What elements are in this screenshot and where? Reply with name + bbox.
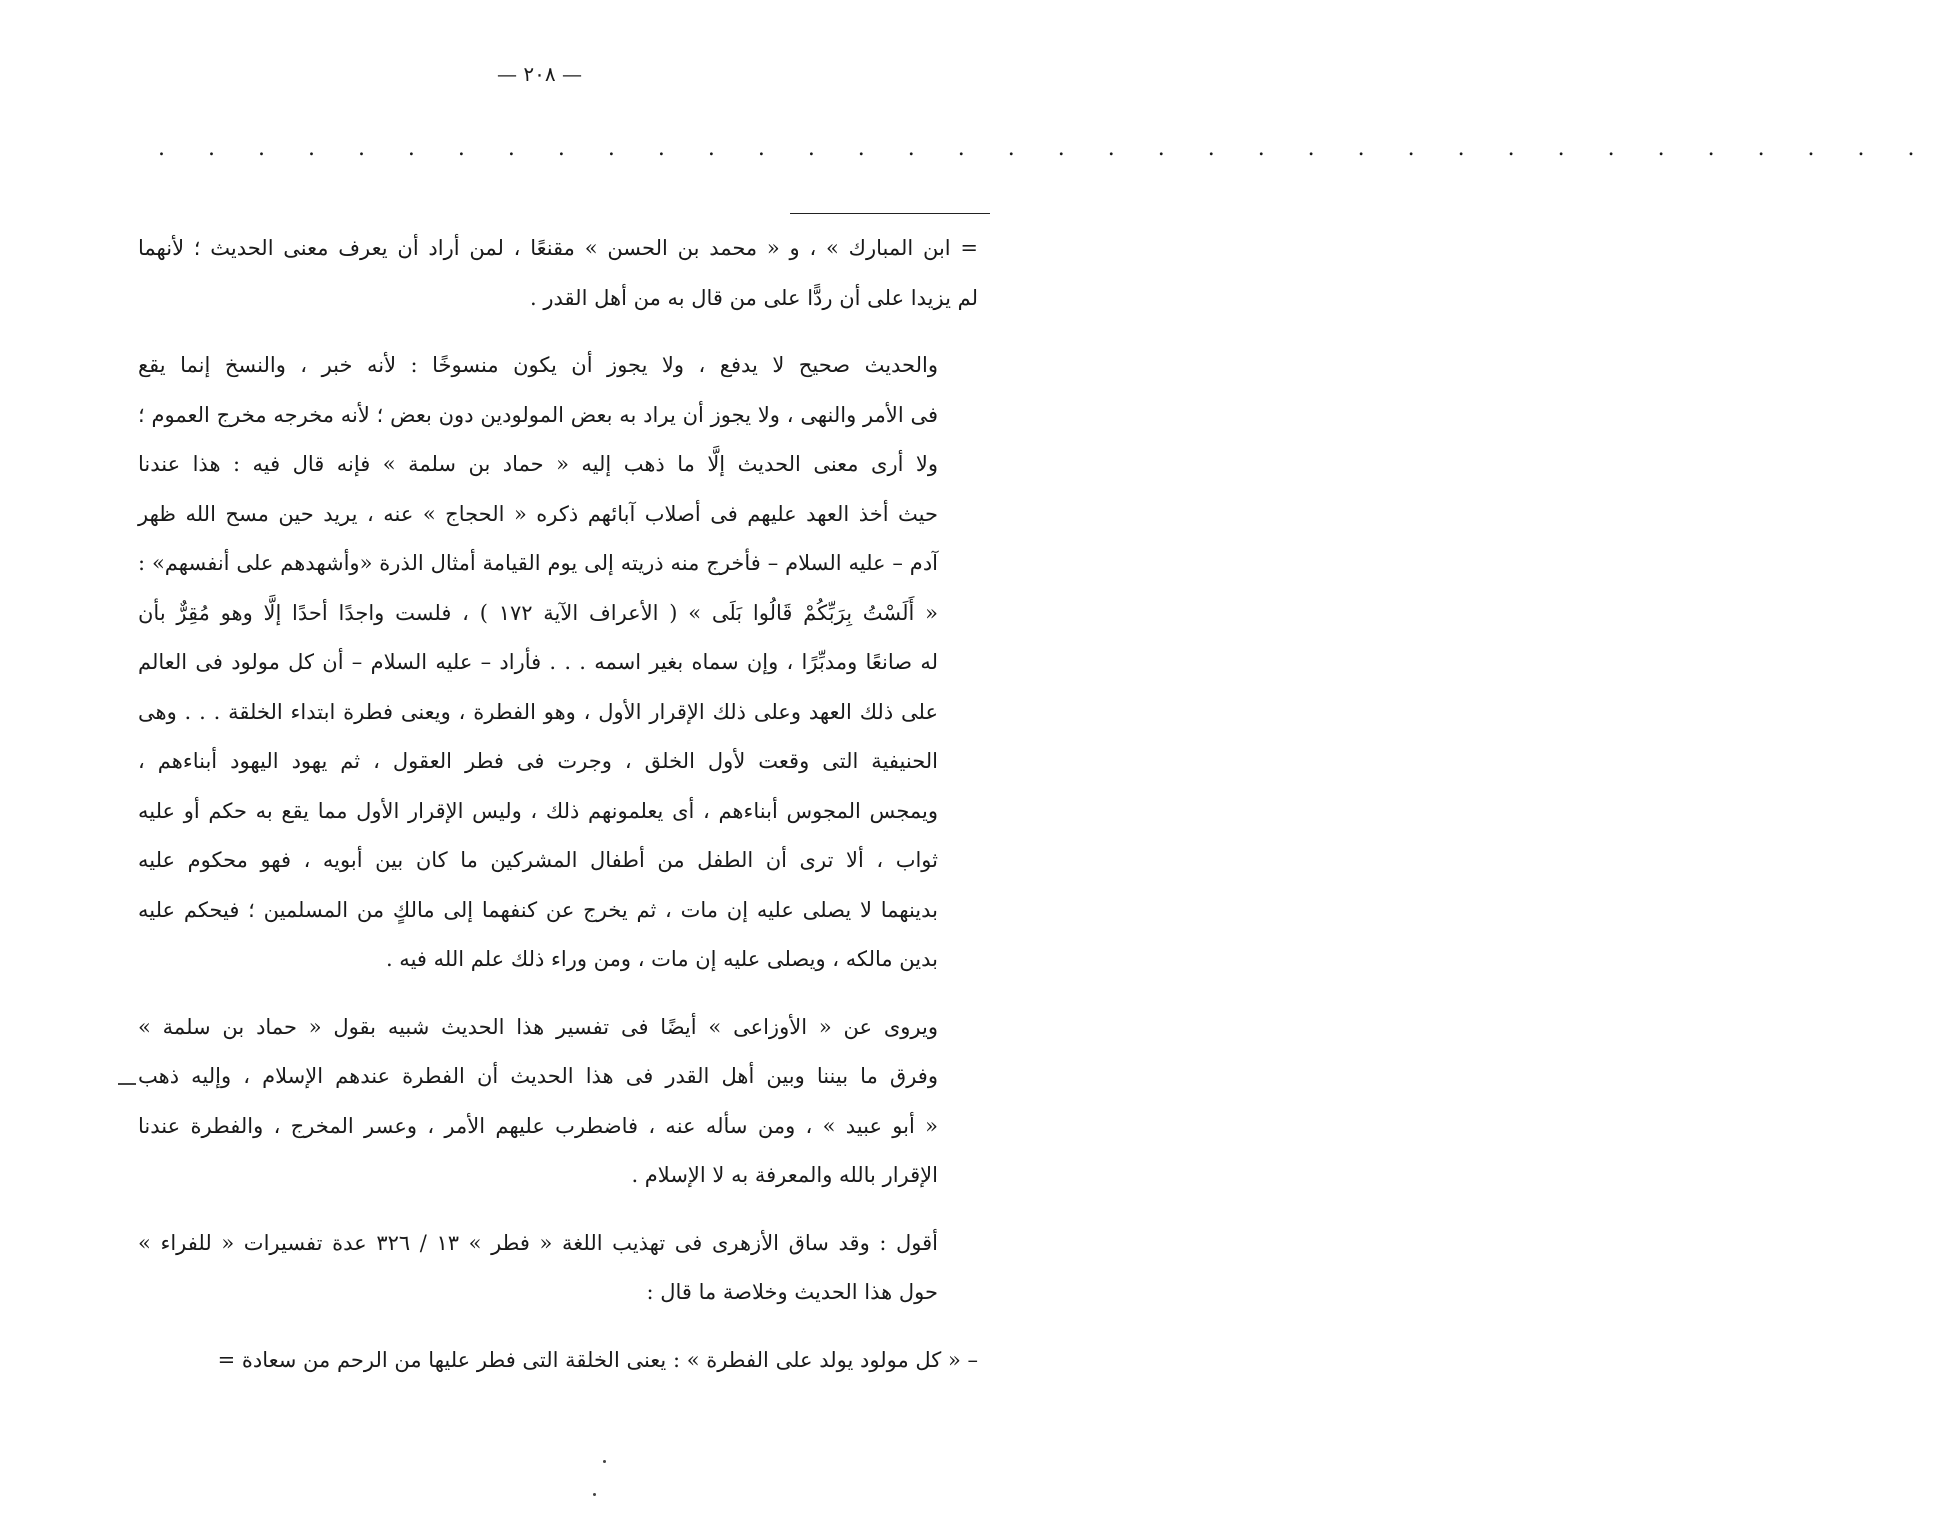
omission-dots: . . . . . . . . . . . . . . . . . . . . . . . . . . . . . . . . . . . . bbox=[158, 136, 1933, 161]
text-line: « أبو عبيد » ، ومن سأله عنه ، فاضطرب عليهم الأمر ، وعسر المخرج ، والفطرة عندنا bbox=[138, 1113, 938, 1138]
footnote-separator-rule bbox=[790, 213, 990, 214]
text-line: بدينهما لا يصلى عليه إن مات ، ثم يخرج عن كنفهما إلى مالكٍ من المسلمين ؛ فيحكم عليه bbox=[138, 897, 938, 922]
text-line: ويروى عن « الأوزاعى » أيضًا فى تفسير هذا الحديث شبيه بقول « حماد بن سلمة » bbox=[138, 1014, 938, 1039]
text-line: = ابن المبارك » ، و « محمد بن الحسن » مقنعًا ، لمن أراد أن يعرف معنى الحديث ؛ لأنهما bbox=[138, 236, 978, 260]
text-line: أقول : وقد ساق الأزهرى فى تهذيب اللغة « فطر » ١٣ / ٣٢٦ عدة تفسيرات « للفراء » bbox=[138, 1230, 938, 1255]
paragraph bbox=[138, 1003, 978, 1201]
text-line: آدم – عليه السلام – فأخرج منه ذريته إلى يوم القيامة أمثال الذرة «وأشهدهم على أنفسهم» : bbox=[138, 551, 938, 575]
page-number: — ٢٠٨ — bbox=[497, 62, 582, 86]
footnote-body bbox=[138, 224, 978, 1385]
text-line: بدين مالكه ، ويصلى عليه إن مات ، ومن وراء ذلك علم الله فيه . bbox=[385, 947, 938, 971]
text-line: ويمجس المجوس أبناءهم ، أى يعلمونهم ذلك ، وليس الإقرار الأول مما يقع به حكم أو عليه bbox=[138, 798, 938, 823]
scan-speck bbox=[603, 1460, 606, 1463]
paragraph bbox=[138, 1219, 978, 1318]
text-line: « أَلَسْتُ بِرَبِّكُمْ قَالُوا بَلَى » ( الأعراف الآية ١٧٢ ) ، فلست واجدًا أحدًا إلَّا وهو مُقِرٌّ بأن bbox=[138, 600, 938, 625]
text-line: ولا أرى معنى الحديث إلَّا ما ذهب إليه « حماد بن سلمة » فإنه قال فيه : هذا عندنا bbox=[138, 452, 938, 476]
paragraph bbox=[138, 1336, 978, 1386]
text-line: حيث أخذ العهد عليهم فى أصلاب آبائهم ذكره « الحجاج » عنه ، يريد حين مسح الله ظهر bbox=[138, 501, 938, 526]
text-line: وفرق ما بيننا وبين أهل القدر فى هذا الحديث أن الفطرة عندهم الإسلام ، وإليه ذهب bbox=[138, 1064, 938, 1088]
text-line: الحنيفية التى وقعت لأول الخلق ، وجرت فى فطر العقول ، ثم يهود اليهود أبناءهم ، bbox=[138, 749, 938, 773]
text-line: ثواب ، ألا ترى أن الطفل من أطفال المشركين ما كان بين أبويه ، فهو محكوم عليه bbox=[138, 848, 938, 872]
text-line: حول هذا الحديث وخلاصة ما قال : bbox=[646, 1280, 938, 1304]
text-line: الإقرار بالله والمعرفة به لا الإسلام . bbox=[631, 1163, 938, 1187]
text-line: على ذلك العهد وعلى ذلك الإقرار الأول ، وهو الفطرة ، ويعنى فطرة ابتداء الخلقة . . . وهى bbox=[138, 699, 938, 724]
text-line: – « كل مولود يولد على الفطرة » : يعنى الخلقة التى فطر عليها من الرحم من سعادة = bbox=[217, 1347, 978, 1372]
paragraph bbox=[138, 224, 978, 323]
scan-speck bbox=[593, 1493, 596, 1496]
text-line: لم يزيدا على أن ردًّا على من قال به من أهل القدر . bbox=[530, 285, 978, 310]
text-line: فى الأمر والنهى ، ولا يجوز أن يراد به بعض المولودين دون بعض ؛ لأنه مخرجه مخرج العموم ؛ bbox=[138, 402, 938, 427]
paragraph bbox=[138, 341, 978, 985]
text-line: له صانعًا ومدبِّرًا ، وإن سماه بغير اسمه . . . فأراد – عليه السلام – أن كل مولود فى العالم bbox=[138, 650, 938, 674]
text-line: والحديث صحيح لا يدفع ، ولا يجوز أن يكون منسوخًا : لأنه خبر ، والنسخ إنما يقع bbox=[138, 353, 938, 377]
scan-speck bbox=[118, 1083, 136, 1085]
